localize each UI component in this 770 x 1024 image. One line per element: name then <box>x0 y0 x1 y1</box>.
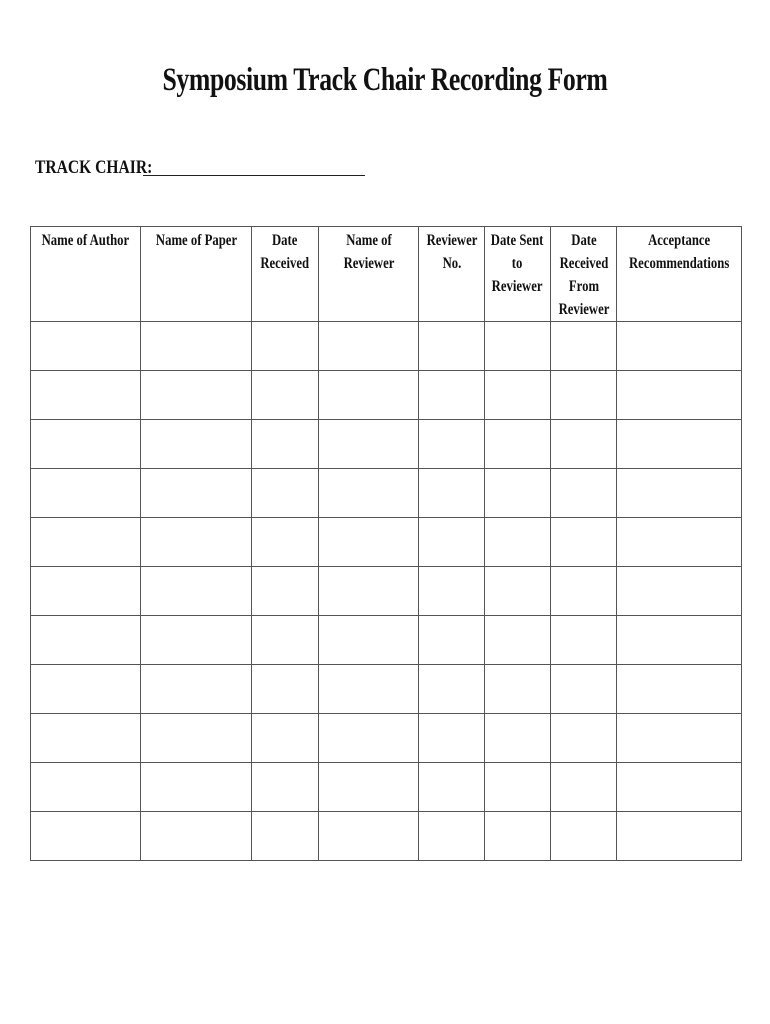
table-cell-reviewer-no[interactable] <box>419 469 485 518</box>
table-cell-author[interactable] <box>31 322 141 371</box>
table-cell-paper[interactable] <box>141 469 252 518</box>
table-cell-author[interactable] <box>31 763 141 812</box>
table-cell-date-received-from[interactable] <box>551 763 617 812</box>
table-cell-date-received[interactable] <box>252 665 319 714</box>
table-cell-reviewer-no[interactable] <box>419 616 485 665</box>
table-cell-author[interactable] <box>31 420 141 469</box>
table-cell-date-received-from[interactable] <box>551 322 617 371</box>
table-cell-reviewer-name[interactable] <box>319 567 419 616</box>
table-cell-date-received-from[interactable] <box>551 567 617 616</box>
table-cell-acceptance[interactable] <box>617 469 742 518</box>
table-cell-reviewer-no[interactable] <box>419 518 485 567</box>
table-cell-date-sent[interactable] <box>485 714 551 763</box>
table-cell-date-received-from[interactable] <box>551 420 617 469</box>
table-cell-reviewer-name[interactable] <box>319 371 419 420</box>
table-cell-acceptance[interactable] <box>617 518 742 567</box>
table-cell-date-sent[interactable] <box>485 420 551 469</box>
table-cell-acceptance[interactable] <box>617 616 742 665</box>
table-cell-date-received-from[interactable] <box>551 812 617 861</box>
table-cell-acceptance[interactable] <box>617 763 742 812</box>
column-header-paper <box>141 227 252 322</box>
table-cell-date-sent[interactable] <box>485 322 551 371</box>
table-cell-paper[interactable] <box>141 763 252 812</box>
table-cell-date-sent[interactable] <box>485 616 551 665</box>
table-cell-reviewer-name[interactable] <box>319 322 419 371</box>
table-cell-acceptance[interactable] <box>617 322 742 371</box>
track-chair-input-line[interactable] <box>143 175 365 176</box>
table-cell-paper[interactable] <box>141 518 252 567</box>
table-row <box>31 714 742 763</box>
table-cell-reviewer-no[interactable] <box>419 665 485 714</box>
table-cell-date-received[interactable] <box>252 469 319 518</box>
table-cell-author[interactable] <box>31 371 141 420</box>
table-row <box>31 469 742 518</box>
table-cell-reviewer-no[interactable] <box>419 812 485 861</box>
column-header-label: Name of Reviewer <box>343 232 394 272</box>
table-cell-reviewer-no[interactable] <box>419 763 485 812</box>
column-header-label: Date Received <box>260 232 310 272</box>
table-cell-reviewer-name[interactable] <box>319 420 419 469</box>
table-row <box>31 420 742 469</box>
table-cell-date-received-from[interactable] <box>551 371 617 420</box>
table-cell-reviewer-name[interactable] <box>319 665 419 714</box>
table-cell-date-sent[interactable] <box>485 567 551 616</box>
recording-table <box>30 226 742 861</box>
table-body <box>31 322 742 861</box>
table-header-row <box>31 227 742 322</box>
table-cell-acceptance[interactable] <box>617 665 742 714</box>
table-cell-paper[interactable] <box>141 714 252 763</box>
column-header-label: Name of Author <box>41 232 130 249</box>
table-cell-author[interactable] <box>31 665 141 714</box>
table-cell-date-sent[interactable] <box>485 518 551 567</box>
column-header-date-received-from <box>551 227 617 322</box>
column-header-reviewer-no <box>419 227 485 322</box>
column-header-label: Date Sent to Reviewer <box>491 232 544 295</box>
table-cell-reviewer-name[interactable] <box>319 714 419 763</box>
column-header-label: Name of Paper <box>155 232 237 249</box>
table-cell-date-received[interactable] <box>252 322 319 371</box>
column-header-date-received <box>252 227 319 322</box>
column-header-date-sent <box>485 227 551 322</box>
table-cell-acceptance[interactable] <box>617 812 742 861</box>
table-cell-author[interactable] <box>31 469 141 518</box>
table-cell-date-sent[interactable] <box>485 371 551 420</box>
table-cell-date-received[interactable] <box>252 763 319 812</box>
table-cell-acceptance[interactable] <box>617 567 742 616</box>
table-cell-reviewer-no[interactable] <box>419 420 485 469</box>
table-cell-acceptance[interactable] <box>617 714 742 763</box>
table-cell-reviewer-name[interactable] <box>319 616 419 665</box>
column-header-label: Acceptance Recommendations <box>628 232 730 272</box>
table-cell-date-received-from[interactable] <box>551 665 617 714</box>
track-chair-field <box>35 153 365 179</box>
table-cell-paper[interactable] <box>141 812 252 861</box>
table-cell-date-sent[interactable] <box>485 812 551 861</box>
column-header-label: Date Received From Reviewer <box>558 232 609 318</box>
table-cell-author[interactable] <box>31 616 141 665</box>
table-row <box>31 518 742 567</box>
table-cell-reviewer-name[interactable] <box>319 518 419 567</box>
table-cell-date-received-from[interactable] <box>551 714 617 763</box>
table-cell-author[interactable] <box>31 567 141 616</box>
column-header-reviewer-name <box>319 227 419 322</box>
table-cell-date-received-from[interactable] <box>551 616 617 665</box>
table-row <box>31 322 742 371</box>
table-cell-author[interactable] <box>31 518 141 567</box>
table-cell-reviewer-no[interactable] <box>419 714 485 763</box>
table-cell-paper[interactable] <box>141 371 252 420</box>
column-header-acceptance <box>617 227 742 322</box>
table-cell-date-received[interactable] <box>252 420 319 469</box>
table-cell-reviewer-no[interactable] <box>419 371 485 420</box>
table-row <box>31 567 742 616</box>
table-cell-date-received[interactable] <box>252 567 319 616</box>
table-cell-acceptance[interactable] <box>617 420 742 469</box>
page-title: Symposium Track Chair Recording Form <box>162 62 608 98</box>
table-cell-reviewer-no[interactable] <box>419 322 485 371</box>
table-cell-reviewer-name[interactable] <box>319 763 419 812</box>
column-header-author <box>31 227 141 322</box>
table-row <box>31 616 742 665</box>
table-cell-date-received[interactable] <box>252 518 319 567</box>
table-cell-paper[interactable] <box>141 616 252 665</box>
table-cell-date-received[interactable] <box>252 616 319 665</box>
table-row <box>31 665 742 714</box>
table-cell-paper[interactable] <box>141 420 252 469</box>
table-cell-date-received-from[interactable] <box>551 469 617 518</box>
table-row <box>31 812 742 861</box>
table-cell-paper[interactable] <box>141 665 252 714</box>
table-cell-date-sent[interactable] <box>485 763 551 812</box>
table-row <box>31 371 742 420</box>
table-cell-paper[interactable] <box>141 322 252 371</box>
table-cell-date-sent[interactable] <box>485 665 551 714</box>
table-cell-date-sent[interactable] <box>485 469 551 518</box>
table-cell-reviewer-no[interactable] <box>419 567 485 616</box>
table-cell-date-received[interactable] <box>252 714 319 763</box>
table-cell-date-received[interactable] <box>252 371 319 420</box>
table-row <box>31 763 742 812</box>
table-cell-paper[interactable] <box>141 567 252 616</box>
table-cell-reviewer-name[interactable] <box>319 469 419 518</box>
table-cell-reviewer-name[interactable] <box>319 812 419 861</box>
table-cell-author[interactable] <box>31 714 141 763</box>
table-cell-acceptance[interactable] <box>617 371 742 420</box>
track-chair-label: TRACK CHAIR: <box>35 157 153 178</box>
table-cell-author[interactable] <box>31 812 141 861</box>
table-cell-date-received[interactable] <box>252 812 319 861</box>
table-cell-date-received-from[interactable] <box>551 518 617 567</box>
column-header-label: Reviewer No. <box>426 232 477 272</box>
